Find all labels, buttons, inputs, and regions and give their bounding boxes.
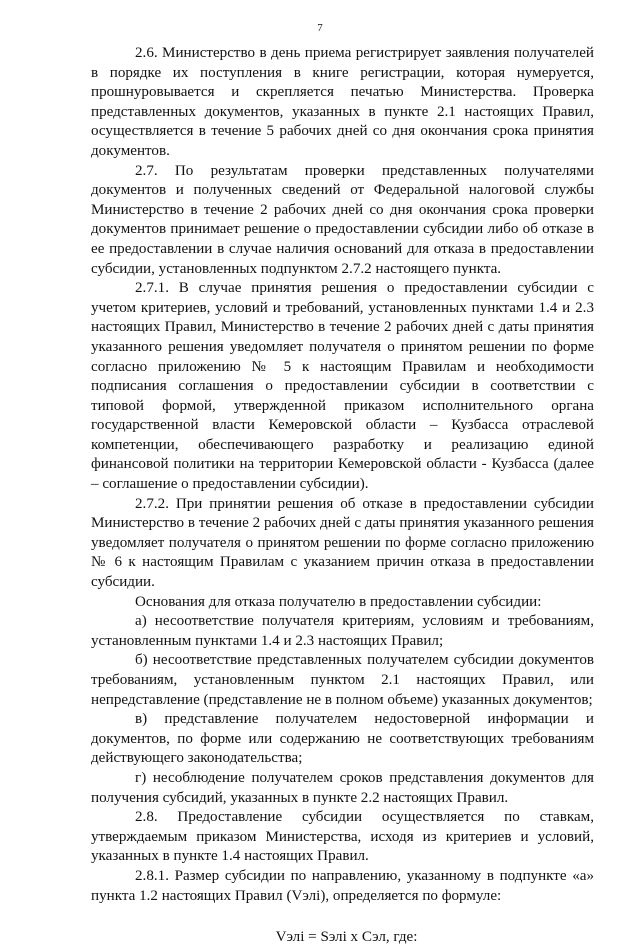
refusal-ground-g: г) несоблюдение получателем сроков представления документов для получения субсидий, указанных в пункте 2.2 настоящих Правил.: [91, 769, 594, 806]
page-number: 7: [317, 22, 323, 34]
paragraph-2-7-2: 2.7.2. При принятии решения об отказе в предоставлении субсидии Министерство в течение 2 рабочих дней с даты принятия указанного решения уведомляет получателя о принятом решении по форме согласно приложению № 6 к настоящим Правилам с указанием причин отказа в предоставлении субсидии.: [91, 495, 594, 591]
paragraph-2-8-1: 2.8.1. Размер субсидии по направлению, указанному в подпункте «а» пункта 1.2 настоящих Правил (Vэлi), определяется по формуле:: [91, 867, 594, 904]
paragraph-2-8: 2.8. Предоставление субсидии осуществляется по ставкам, утверждаемым приказом Министерства, исходя из критериев и условий, указанных в пункте 1.4 настоящих Правил.: [91, 809, 594, 865]
subsidy-formula: Vэлi = Sэлi x Сэл, где:: [275, 929, 418, 946]
paragraph-2-7: 2.7. По результатам проверки представленных получателями документов и полученных сведений от Федеральной налоговой службы Министерство в течение 2 рабочих дней со дня окончания срока проверки документов принимает решение о предоставлении субсидии либо об отказе в ее предоставлении в случае наличия оснований для отказа в предоставлении субсидии, установленных подпунктом 2.7.2 настоящего пункта.: [91, 162, 594, 277]
paragraph-2-7-1: 2.7.1. В случае принятия решения о предоставлении субсидии с учетом критериев, условий и требований, установленных пунктами 1.4 и 2.3 настоящих Правил, Министерство в течение 2 рабочих дней с даты принятия указанного решения уведомляет получателя о принятом решении по форме согласно приложению № 5 к настоящим Правилам и необходимости подписания соглашения о предоставлении субсидии в соответствии с типовой формой, утвержденной приказом исполнительного органа государственной власти Кемеровской области – Кузбасса отраслевой компетенции, обеспечивающего разработку и реализацию единой финансовой политики на территории Кемеровской области - Кузбасса (далее – соглашение о предоставлении субсидии).: [91, 280, 594, 493]
refusal-ground-a: а) несоответствие получателя критериям, условиям и требованиям, установленным пунктами 1.4 и 2.3 настоящих Правил;: [91, 613, 594, 649]
paragraph-2-6: 2.6. Министерство в день приема регистрирует заявления получателей в порядке их поступления в книге регистрации, которая нумеруется, прошнуровывается и скрепляется печатью Министерства. Проверка представленных документов, указанных в пункте 2.1 настоящих Правил, осуществляется в течение 5 рабочих дней со дня окончания срока принятия документов.: [91, 45, 594, 159]
refusal-ground-v: в) представление получателем недостоверной информации и документов, по форме или содержанию не соответствующих требованиям действующего законодательства;: [91, 711, 594, 767]
refusal-ground-b: б) несоответствие представленных получателем субсидии документов требованиям, установленным пунктом 2.1 настоящих Правил, или непредставление (представление не в полном объеме) указанных документов;: [91, 652, 594, 708]
document-body: [91, 44, 594, 948]
refusal-grounds-heading: Основания для отказа получателю в предоставлении субсидии:: [135, 593, 542, 610]
